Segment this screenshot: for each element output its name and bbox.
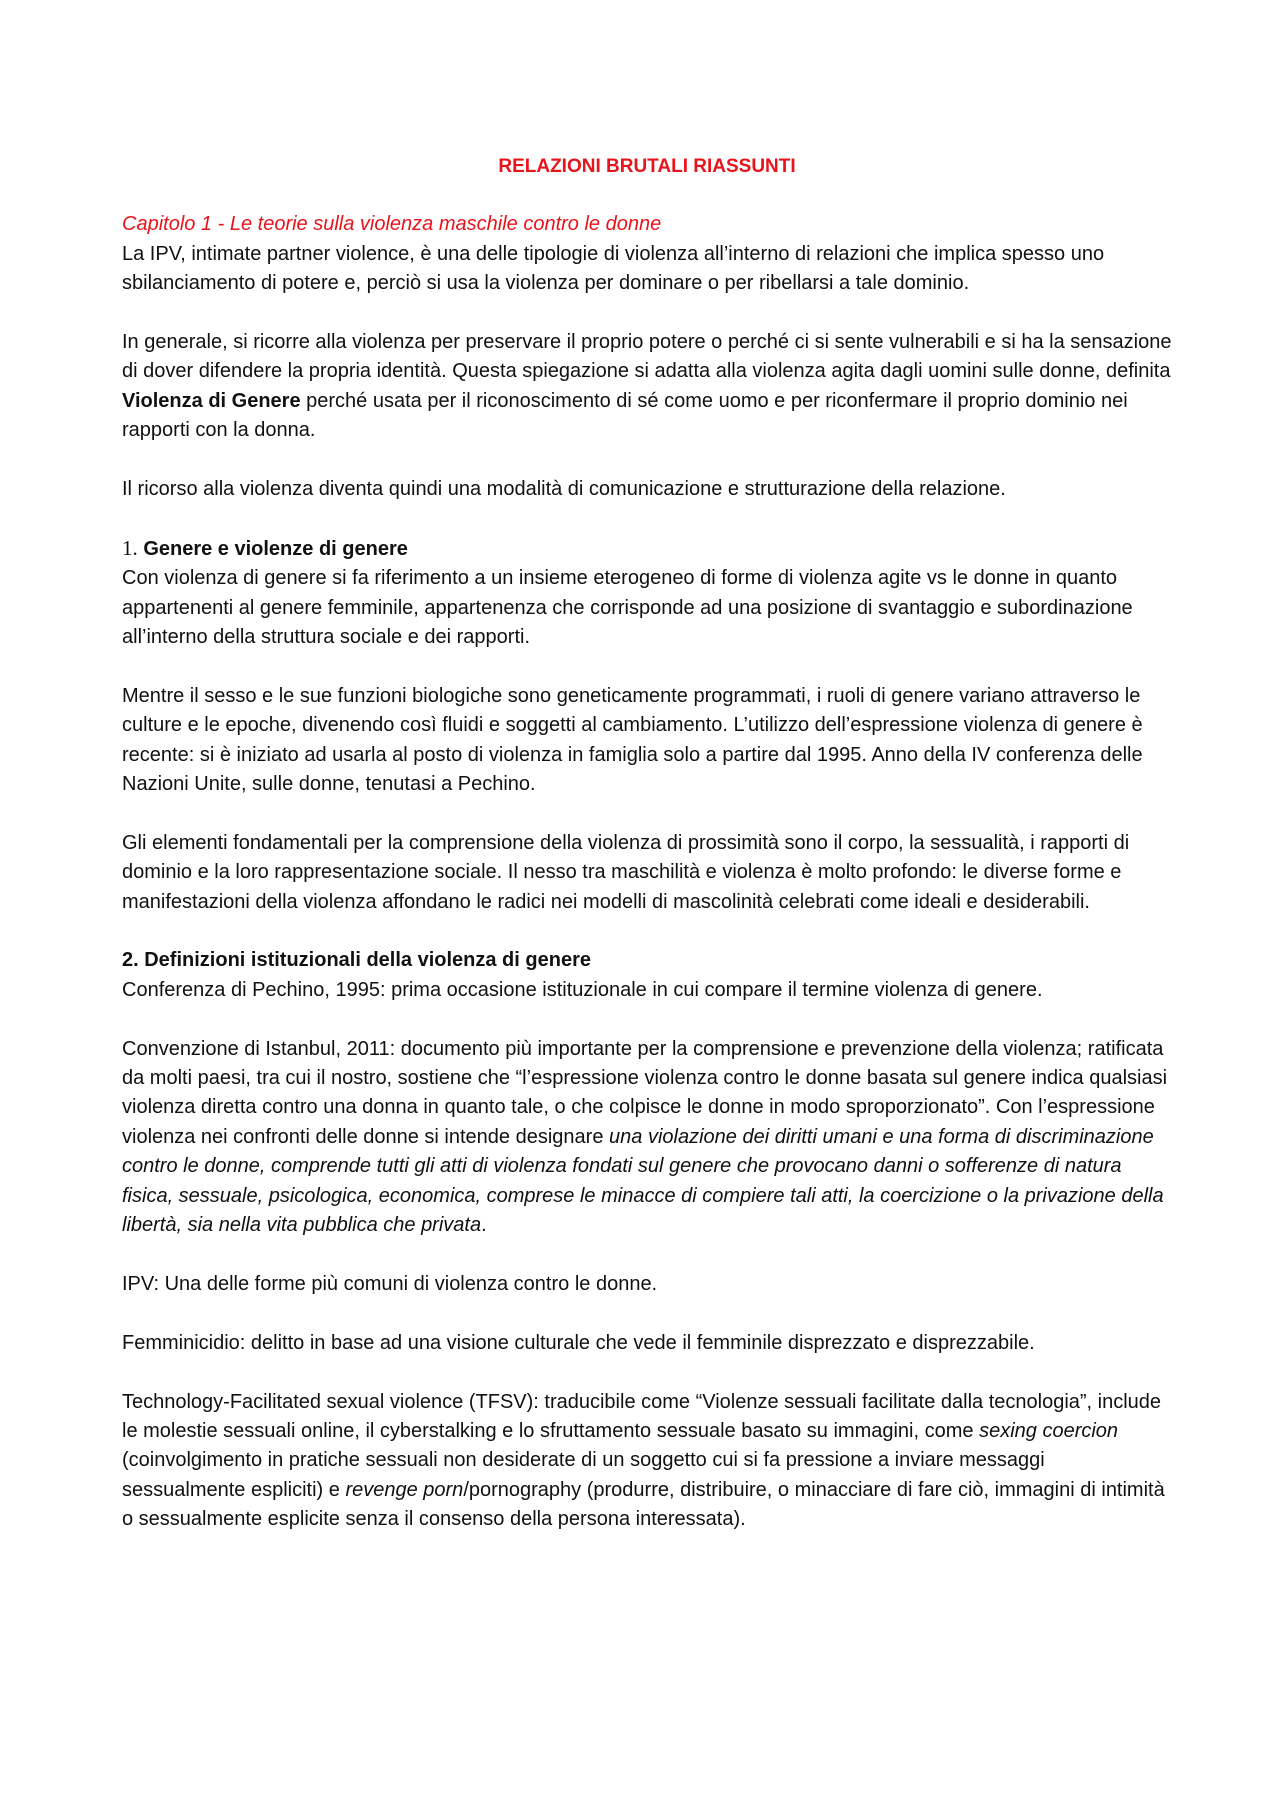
intro-paragraph-2-text-b: perché usata per il riconoscimento di sé come uomo e per riconfermare il proprio dominio nei rapporti con la donna.: [122, 389, 1128, 442]
document-title: RELAZIONI BRUTALI RIASSUNTI: [498, 156, 796, 177]
section-2-paragraph-2-end: .: [481, 1214, 487, 1237]
section-1-number: 1.: [122, 535, 138, 560]
section-2-paragraph-5-text-b: (coinvolgimento in pratiche sessuali non desiderate di un soggetto cui si fa pressione a inviare messaggi sessualmente espliciti) e: [122, 1449, 1045, 1501]
section-1-heading-text: Genere e violenze di genere: [143, 537, 408, 560]
section-2-paragraph-5-italic-2: revenge porn: [345, 1478, 464, 1501]
section-2-heading: 2. Definizioni istituzionali della violenza di genere: [122, 949, 591, 972]
document-page: [122, 152, 1172, 1564]
section-1-heading: [122, 534, 1172, 564]
section-2-paragraph-5-text-c: /pornography (produrre, distribuire, o minacciare di fare ciò, immagini di intimità o sessualmente esplicite senza il consenso della persona interessata).: [122, 1478, 1165, 1531]
section-2-paragraph-1: Conferenza di Pechino, 1995: prima occasione istituzionale in cui compare il termine violenza di genere.: [122, 978, 1043, 1001]
section-2-paragraph-5: [122, 1388, 1172, 1535]
section-2-paragraph-2-italic: una violazione dei diritti umani e una forma di discriminazione contro le donne, comprende tutti gli atti di violenza fondati sul genere che provocano danni o sofferenze di natura fisica, sessuale, psicologica, economica, comprese le minacce di compiere tali atti, la coercizione o la privazione della libertà, sia nella vita pubblica che privata: [122, 1125, 1164, 1237]
section-2-paragraph-2-text: Convenzione di Istanbul, 2011: documento più importante per la comprensione e prevenzione della violenza; ratificata da molti paesi, tra cui il nostro, sostiene che “l’espressione violenza contro le donne basata sul genere indica qualsiasi violenza diretta contro una donna in quanto tale, o che colpisce le donne in modo sproporzionato”. Con l’espressione violenza nei confronti delle donne si intende designare: [122, 1037, 1168, 1148]
intro-paragraph-2-text-a: In generale, si ricorre alla violenza per preservare il proprio potere o perché ci si sente vulnerabili e si ha la sensazione di dover difendere la propria identità. Questa spiegazione si adatta alla violenza agita dagli uomini sulle donne, definita: [122, 331, 1172, 383]
section-1-paragraph-1: Con violenza di genere si fa riferimento a un insieme eterogeneo di forme di violenza agite vs le donne in quanto appartenenti al genere femminile, appartenenza che corrisponde ad una posizione di svantaggio e subordinazione all’interno della struttura sociale e dei rapporti.: [122, 567, 1133, 649]
section-2-paragraph-3: IPV: Una delle forme più comuni di violenza contro le donne.: [122, 1272, 658, 1295]
intro-paragraph-2: [122, 328, 1172, 446]
intro-paragraph-1: La IPV, intimate partner violence, è una delle tipologie di violenza all’interno di relazioni che implica spesso uno sbilanciamento di potere e, perciò si usa la violenza per dominare o per ribellarsi a tale dominio.: [122, 242, 1105, 295]
section-1-paragraph-3: Gli elementi fondamentali per la comprensione della violenza di prossimità sono il corpo, la sessualità, i rapporti di dominio e la loro rappresentazione sociale. Il nesso tra maschilità e violenza è molto profondo: le diverse forme e manifestazioni della violenza affondano le radici nei modelli di mascolinità celebrati come ideali e desiderabili.: [122, 831, 1130, 913]
section-2-paragraph-2: [122, 1035, 1172, 1241]
section-2-paragraph-4: Femminicidio: delitto in base ad una visione culturale che vede il femminile disprezzato e disprezzabile.: [122, 1331, 1035, 1354]
intro-paragraph-2-bold: Violenza di Genere: [122, 389, 301, 412]
chapter-heading: Capitolo 1 - Le teorie sulla violenza maschile contro le donne: [122, 213, 662, 236]
section-2-paragraph-5-italic-1: sexing coercion: [979, 1419, 1119, 1442]
intro-paragraph-3: Il ricorso alla violenza diventa quindi una modalità di comunicazione e strutturazione della relazione.: [122, 478, 1006, 501]
section-1-paragraph-2: Mentre il sesso e le sue funzioni biologiche sono geneticamente programmati, i ruoli di genere variano attraverso le culture e le epoche, divenendo così fluidi e soggetti al cambiamento. L’utilizzo dell’espressione violenza di genere è recente: si è iniziato ad usarla al posto di violenza in famiglia solo a partire dal 1995. Anno della IV conferenza delle Nazioni Unite, sulle donne, tenutasi a Pechino.: [122, 684, 1143, 796]
section-2-paragraph-5-text-a: Technology-Facilitated sexual violence (TFSV): traducibile come “Violenze sessuali facilitate dalla tecnologia”, include le molestie sessuali online, il cyberstalking e lo sfruttamento sessuale basato su immagini, come: [122, 1390, 1162, 1442]
